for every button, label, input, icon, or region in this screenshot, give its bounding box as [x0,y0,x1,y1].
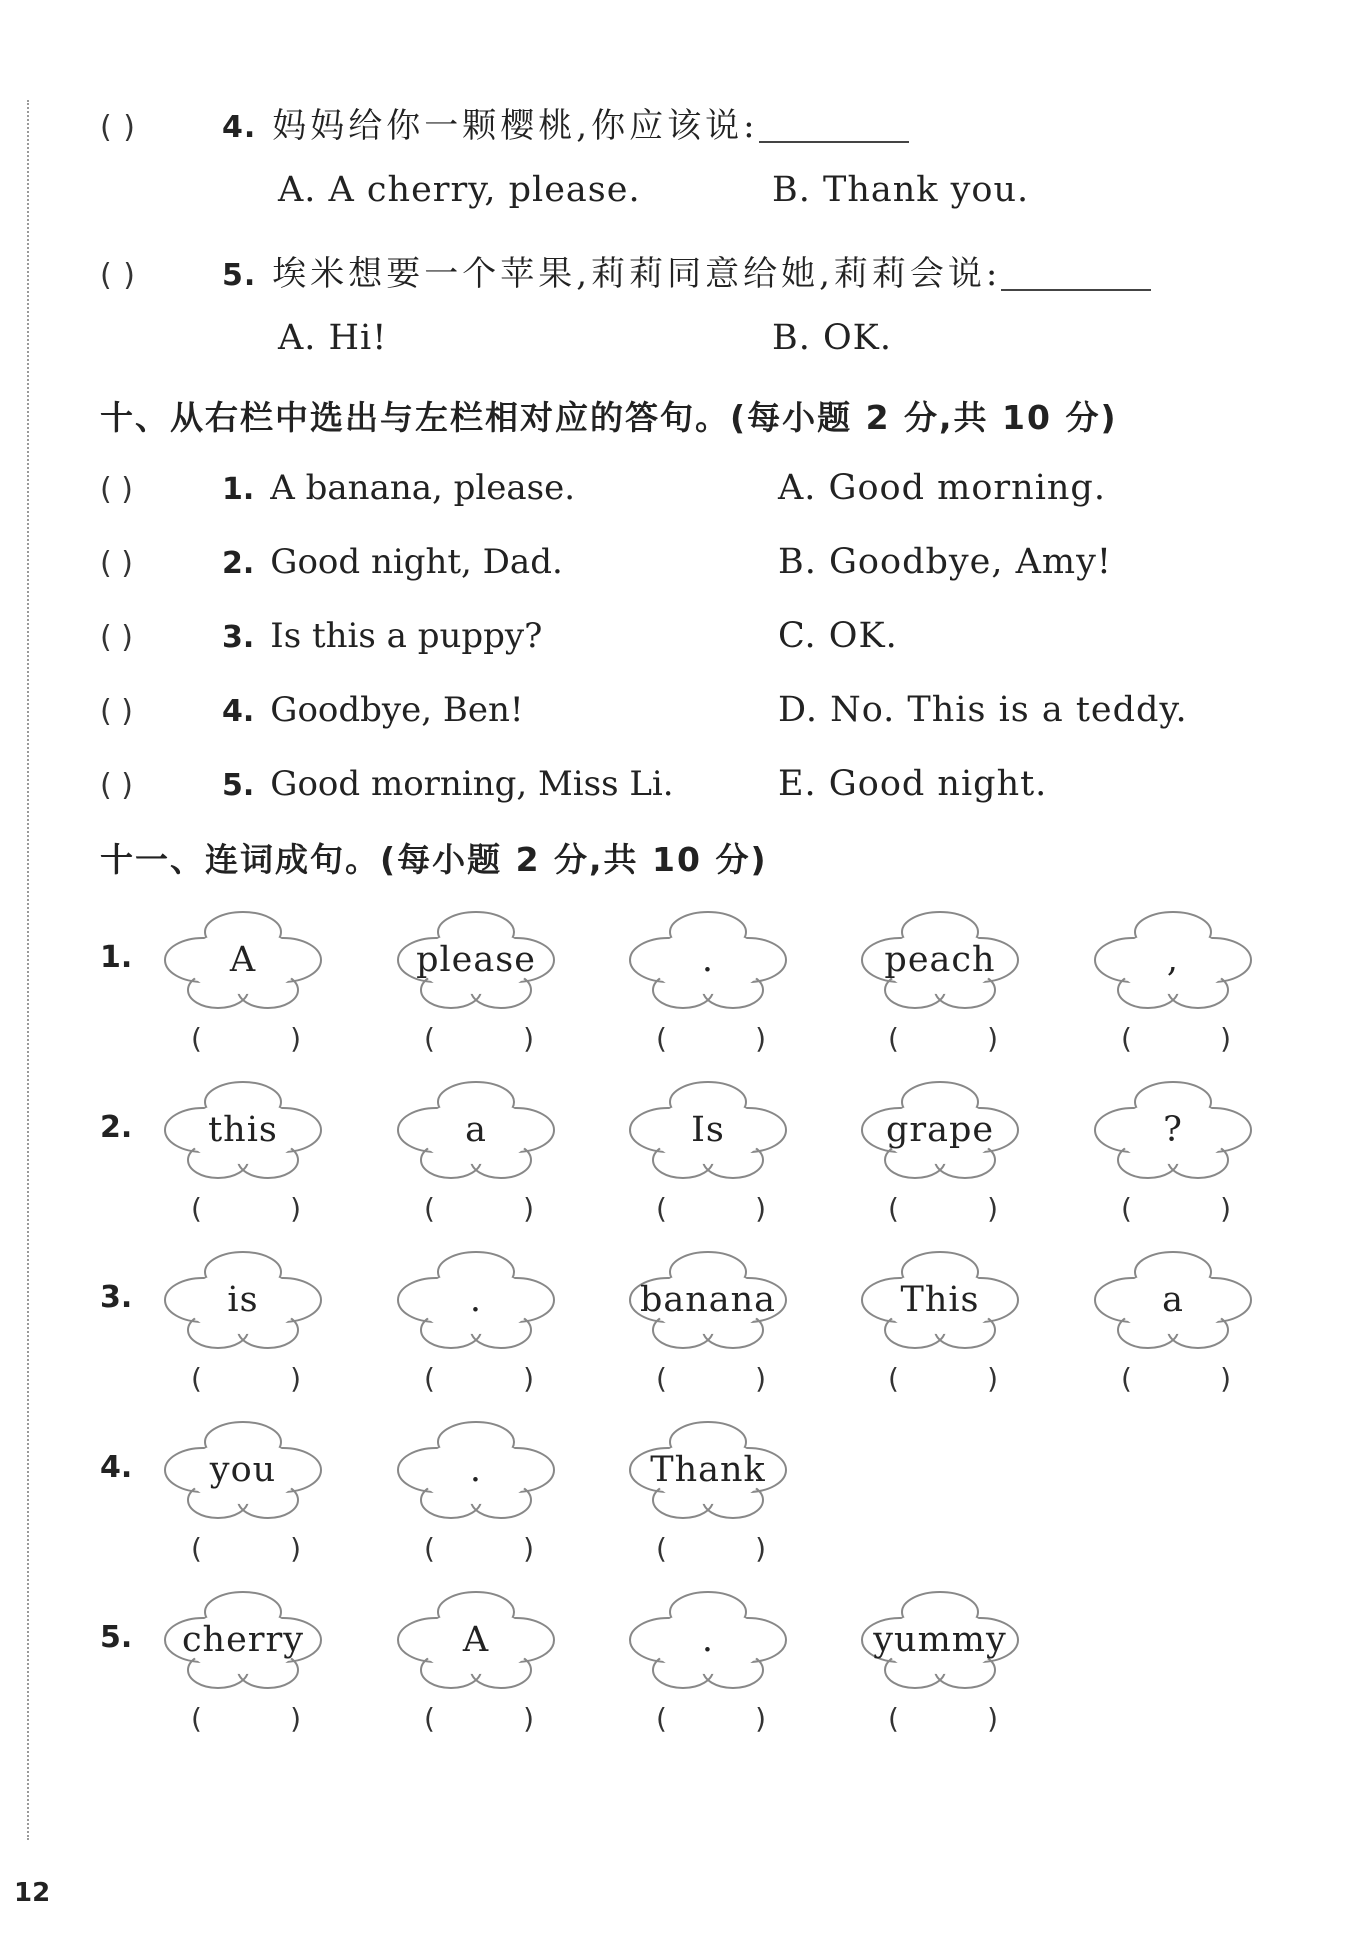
order-answer-bracket[interactable] [656,1022,766,1055]
bracket-open: ( [656,1702,667,1735]
match-question-1 [100,468,575,508]
bracket-open: ( [191,1702,202,1735]
flower-word: . [701,940,715,980]
section-10-heading: 十、从右栏中选出与左栏相对应的答句。(每小题 2 分,共 10 分) [100,398,1118,437]
question-9-4 [100,98,909,147]
bracket-open: ( [191,1532,202,1565]
bracket-close: ) [290,1192,301,1225]
flower-word: is [227,1280,259,1320]
bracket-open: ( [656,1022,667,1055]
margin-dotted-line [27,100,29,1840]
option-a: A. Hi! [278,318,388,358]
option-b: B. OK. [772,318,892,358]
question-text: 妈妈给你一颗樱桃,你应该说: [272,106,759,146]
bracket-close: ) [987,1022,998,1055]
bracket-close: ) [523,1702,534,1735]
word-flower [396,1250,556,1350]
match-answer-option: C. OK. [778,616,898,656]
order-answer-bracket[interactable] [191,1702,301,1735]
word-flower [1093,1080,1253,1180]
flower-word: . [469,1280,483,1320]
flower-word: a [1162,1280,1184,1320]
bracket-open: ( [424,1192,435,1225]
order-answer-bracket[interactable] [424,1362,534,1395]
word-flower [396,1080,556,1180]
order-answer-bracket[interactable] [1121,1022,1231,1055]
bracket-close: ) [987,1192,998,1225]
bracket-close: ) [755,1192,766,1225]
word-flower [163,1590,323,1690]
word-order-number: 1. [100,940,133,975]
bracket-close: ) [755,1532,766,1565]
question-text: Is this a puppy? [270,616,543,656]
bracket-open: ( [191,1362,202,1395]
question-number: 3. [222,620,255,655]
bracket-close: ) [523,1192,534,1225]
order-answer-bracket[interactable] [888,1192,998,1225]
bracket-close: ) [1220,1192,1231,1225]
word-flower [396,910,556,1010]
bracket-open: ( [424,1362,435,1395]
bracket-open: ( [424,1022,435,1055]
word-flower [860,1590,1020,1690]
answer-blank[interactable] [759,113,909,143]
word-flower [1093,910,1253,1010]
flower-word: , [1166,940,1180,980]
bracket-open: ( [656,1532,667,1565]
order-answer-bracket[interactable] [656,1192,766,1225]
word-flower [396,1420,556,1520]
flower-word: yummy [873,1620,1007,1660]
flower-word: Thank [650,1450,766,1490]
answer-paren[interactable]: ( ) [100,546,133,581]
word-order-number: 3. [100,1280,133,1315]
match-answer-option: D. No. This is a teddy. [778,690,1188,730]
bracket-close: ) [987,1362,998,1395]
flower-word: ? [1163,1110,1183,1150]
order-answer-bracket[interactable] [191,1192,301,1225]
flower-word: please [416,940,536,980]
order-answer-bracket[interactable] [656,1702,766,1735]
bracket-open: ( [1121,1022,1132,1055]
question-number: 5. [222,258,257,293]
word-order-number: 2. [100,1110,133,1145]
order-answer-bracket[interactable] [888,1702,998,1735]
bracket-close: ) [290,1532,301,1565]
order-answer-bracket[interactable] [888,1362,998,1395]
question-number: 4. [222,694,255,729]
word-order-number: 5. [100,1620,133,1655]
answer-paren[interactable]: ( ) [100,258,136,293]
flower-word: . [469,1450,483,1490]
order-answer-bracket[interactable] [191,1532,301,1565]
bracket-open: ( [656,1362,667,1395]
match-question-3 [100,616,542,656]
bracket-open: ( [191,1192,202,1225]
bracket-open: ( [888,1362,899,1395]
flower-word: grape [885,1110,995,1150]
question-text: Good morning, Miss Li. [270,764,674,804]
order-answer-bracket[interactable] [656,1532,766,1565]
word-flower [860,1080,1020,1180]
bracket-open: ( [424,1702,435,1735]
answer-paren[interactable]: ( ) [100,472,133,507]
order-answer-bracket[interactable] [1121,1192,1231,1225]
bracket-close: ) [1220,1022,1231,1055]
word-flower [628,1250,788,1350]
bracket-open: ( [656,1192,667,1225]
bracket-close: ) [523,1022,534,1055]
question-text: 埃米想要一个苹果,莉莉同意给她,莉莉会说: [272,254,1002,294]
bracket-close: ) [1220,1362,1231,1395]
flower-word: This [900,1280,980,1320]
question-text: A banana, please. [270,468,576,508]
answer-paren[interactable]: ( ) [100,110,136,145]
option-b: B. Thank you. [772,170,1030,210]
bracket-open: ( [1121,1362,1132,1395]
flower-word: A [229,940,257,980]
bracket-close: ) [987,1702,998,1735]
bracket-close: ) [755,1362,766,1395]
word-flower [628,1590,788,1690]
word-flower [163,1080,323,1180]
word-flower [163,910,323,1010]
answer-paren[interactable]: ( ) [100,768,133,803]
word-flower [628,1080,788,1180]
question-number: 2. [222,546,255,581]
bracket-close: ) [290,1022,301,1055]
word-flower [860,910,1020,1010]
flower-word: banana [639,1280,777,1320]
flower-word: a [465,1110,487,1150]
flower-word: . [701,1620,715,1660]
order-answer-bracket[interactable] [424,1532,534,1565]
question-number: 4. [222,110,257,145]
bracket-open: ( [191,1022,202,1055]
word-flower [628,1420,788,1520]
order-answer-bracket[interactable] [888,1022,998,1055]
match-question-5 [100,764,674,804]
bracket-close: ) [755,1022,766,1055]
match-answer-option: A. Good morning. [778,468,1106,508]
match-question-2 [100,542,563,582]
flower-word: A [462,1620,490,1660]
order-answer-bracket[interactable] [424,1022,534,1055]
bracket-close: ) [290,1702,301,1735]
word-flower [163,1420,323,1520]
bracket-close: ) [523,1532,534,1565]
flower-word: you [209,1450,277,1490]
order-answer-bracket[interactable] [424,1702,534,1735]
bracket-open: ( [888,1192,899,1225]
option-a: A. A cherry, please. [278,170,641,210]
word-order-number: 4. [100,1450,133,1485]
word-flower [860,1250,1020,1350]
question-number: 1. [222,472,255,507]
match-answer-option: E. Good night. [778,764,1048,804]
flower-word: cherry [181,1620,305,1660]
section-11-heading: 十一、连词成句。(每小题 2 分,共 10 分) [100,840,768,879]
bracket-open: ( [888,1022,899,1055]
bracket-open: ( [888,1702,899,1735]
answer-paren[interactable]: ( ) [100,694,133,729]
flower-word: this [208,1110,278,1150]
word-flower [163,1250,323,1350]
order-answer-bracket[interactable] [191,1022,301,1055]
match-question-4 [100,690,524,730]
word-flower [628,910,788,1010]
answer-paren[interactable]: ( ) [100,620,133,655]
word-flower [1093,1250,1253,1350]
question-number: 5. [222,768,255,803]
bracket-open: ( [1121,1192,1132,1225]
bracket-close: ) [523,1362,534,1395]
flower-word: Is [691,1110,725,1150]
bracket-close: ) [755,1702,766,1735]
flower-word: peach [884,940,996,980]
page-number: 12 [14,1878,51,1908]
order-answer-bracket[interactable] [656,1362,766,1395]
question-text: Good night, Dad. [270,542,563,582]
answer-blank[interactable] [1001,261,1151,291]
question-text: Goodbye, Ben! [270,690,524,730]
bracket-open: ( [424,1532,435,1565]
order-answer-bracket[interactable] [1121,1362,1231,1395]
bracket-close: ) [290,1362,301,1395]
question-9-5 [100,246,1151,295]
word-flower [396,1590,556,1690]
order-answer-bracket[interactable] [191,1362,301,1395]
order-answer-bracket[interactable] [424,1192,534,1225]
match-answer-option: B. Goodbye, Amy! [778,542,1112,582]
